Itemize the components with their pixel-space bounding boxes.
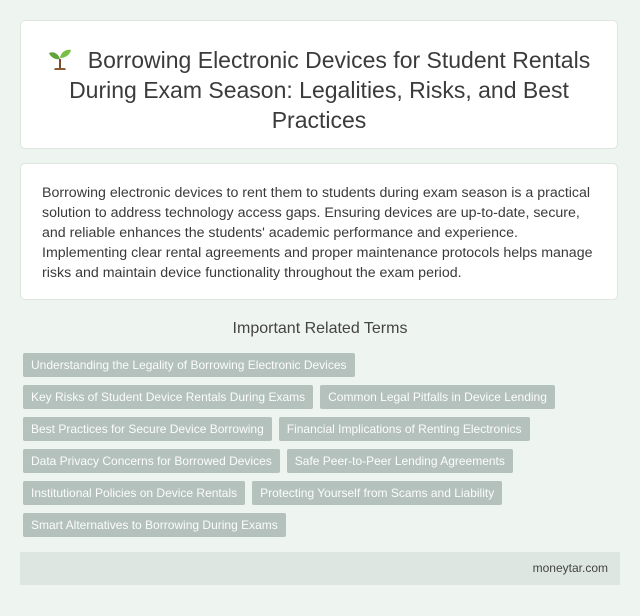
related-term-tag[interactable]: Safe Peer-to-Peer Lending Agreements bbox=[287, 449, 513, 473]
related-term-tag[interactable]: Smart Alternatives to Borrowing During Exams bbox=[23, 513, 286, 537]
related-term-tag[interactable]: Best Practices for Secure Device Borrowing bbox=[23, 417, 272, 441]
intro-card bbox=[20, 163, 618, 300]
related-term-tag[interactable]: Protecting Yourself from Scams and Liability bbox=[252, 481, 502, 505]
related-terms-heading: Important Related Terms bbox=[232, 320, 408, 337]
related-term-tag[interactable]: Common Legal Pitfalls in Device Lending bbox=[320, 385, 555, 409]
page-title bbox=[43, 45, 595, 135]
related-terms-list bbox=[23, 353, 603, 537]
related-term-tag[interactable]: Key Risks of Student Device Rentals During Exams bbox=[23, 385, 313, 409]
related-term-tag[interactable]: Institutional Policies on Device Rentals bbox=[23, 481, 245, 505]
related-term-tag[interactable]: Data Privacy Concerns for Borrowed Devices bbox=[23, 449, 280, 473]
sprout-icon bbox=[48, 47, 72, 71]
related-term-tag[interactable]: Financial Implications of Renting Electronics bbox=[279, 417, 530, 441]
related-term-tag[interactable]: Understanding the Legality of Borrowing Electronic Devices bbox=[23, 353, 355, 377]
title-text: Borrowing Electronic Devices for Student Rentals During Exam Season: Legalities, Risks, and Best Practices bbox=[69, 47, 591, 133]
title-card bbox=[20, 20, 618, 149]
site-link[interactable]: moneytar.com bbox=[532, 561, 608, 575]
footer bbox=[20, 552, 620, 585]
intro-paragraph: Borrowing electronic devices to rent them to students during exam season is a practical solution to address technology access gaps. Ensuring devices are up-to-date, secure, and reliable enhances the students' academic performance and experience. Implementing clear rental agreements and proper maintenance protocols helps manage risks and maintain device functionality throughout the exam period. bbox=[42, 185, 593, 281]
